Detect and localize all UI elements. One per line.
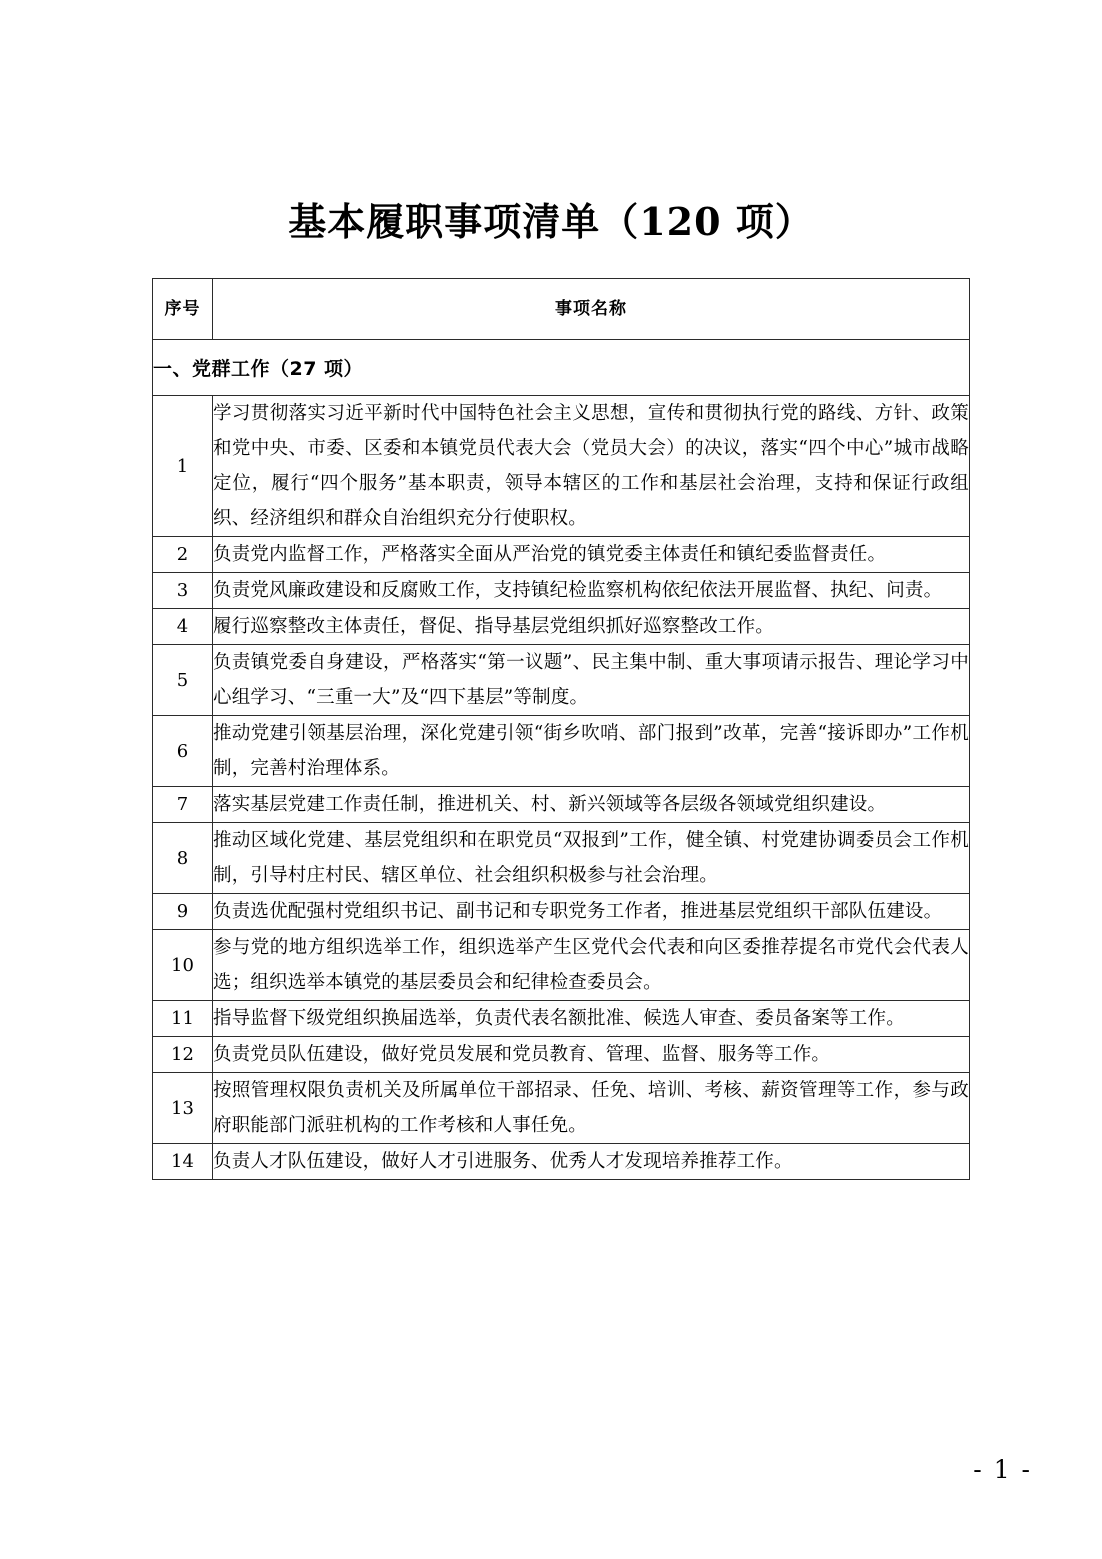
row-number: 10 [153, 930, 213, 1001]
row-item-text: 推动区域化党建、基层党组织和在职党员“双报到”工作，健全镇、村党建协调委员会工作机制，引导村庄村民、辖区单位、社会组织积极参与社会治理。 [213, 823, 970, 894]
section-heading: 一、党群工作（27 项） [153, 340, 970, 396]
row-number: 4 [153, 609, 213, 645]
table-row [153, 573, 970, 609]
column-header-name: 事项名称 [213, 279, 970, 340]
row-number: 5 [153, 645, 213, 716]
table-row [153, 894, 970, 930]
row-number: 6 [153, 716, 213, 787]
row-item-text: 负责党员队伍建设，做好党员发展和党员教育、管理、监督、服务等工作。 [213, 1037, 970, 1073]
row-item-text: 参与党的地方组织选举工作，组织选举产生区党代会代表和向区委推荐提名市党代会代表人选；组织选举本镇党的基层委员会和纪律检查委员会。 [213, 930, 970, 1001]
table-body [153, 279, 970, 1180]
row-number: 3 [153, 573, 213, 609]
column-header-number: 序号 [153, 279, 213, 340]
row-number: 7 [153, 787, 213, 823]
table-row [153, 1073, 970, 1144]
row-item-text: 负责镇党委自身建设，严格落实“第一议题”、民主集中制、重大事项请示报告、理论学习中心组学习、“三重一大”及“四下基层”等制度。 [213, 645, 970, 716]
table-row [153, 1037, 970, 1073]
row-item-text: 履行巡察整改主体责任，督促、指导基层党组织抓好巡察整改工作。 [213, 609, 970, 645]
row-item-text: 负责党风廉政建设和反腐败工作，支持镇纪检监察机构依纪依法开展监督、执纪、问责。 [213, 573, 970, 609]
table-row [153, 645, 970, 716]
row-item-text: 推动党建引领基层治理，深化党建引领“街乡吹哨、部门报到”改革，完善“接诉即办”工作机制，完善村治理体系。 [213, 716, 970, 787]
row-item-text: 学习贯彻落实习近平新时代中国特色社会主义思想，宣传和贯彻执行党的路线、方针、政策和党中央、市委、区委和本镇党员代表大会（党员大会）的决议，落实“四个中心”城市战略定位，履行“四个服务”基本职责，领导本辖区的工作和基层社会治理，支持和保证行政组织、经济组织和群众自治组织充分行使职权。 [213, 396, 970, 537]
row-number: 9 [153, 894, 213, 930]
table-row [153, 609, 970, 645]
table-row [153, 787, 970, 823]
row-item-text: 负责党内监督工作，严格落实全面从严治党的镇党委主体责任和镇纪委监督责任。 [213, 537, 970, 573]
table-row [153, 396, 970, 537]
table-row [153, 537, 970, 573]
row-number: 8 [153, 823, 213, 894]
table-row [153, 930, 970, 1001]
row-number: 13 [153, 1073, 213, 1144]
row-number: 14 [153, 1144, 213, 1180]
row-number: 11 [153, 1001, 213, 1037]
duty-items-table [152, 278, 970, 1180]
row-item-text: 按照管理权限负责机关及所属单位干部招录、任免、培训、考核、薪资管理等工作，参与政府职能部门派驻机构的工作考核和人事任免。 [213, 1073, 970, 1144]
page-number-footer: - 1 - [973, 1455, 1032, 1484]
row-number: 2 [153, 537, 213, 573]
page-title: 基本履职事项清单（120 项） [288, 199, 814, 244]
table-header-row [153, 279, 970, 340]
row-item-text: 指导监督下级党组织换届选举，负责代表名额批准、候选人审查、委员备案等工作。 [213, 1001, 970, 1037]
duty-items-table-container [152, 278, 969, 1180]
row-number: 12 [153, 1037, 213, 1073]
section-heading-row [153, 340, 970, 396]
table-row [153, 1001, 970, 1037]
table-row [153, 823, 970, 894]
row-item-text: 负责人才队伍建设，做好人才引进服务、优秀人才发现培养推荐工作。 [213, 1144, 970, 1180]
row-item-text: 落实基层党建工作责任制，推进机关、村、新兴领域等各层级各领域党组织建设。 [213, 787, 970, 823]
row-number: 1 [153, 396, 213, 537]
table-row [153, 1144, 970, 1180]
table-row [153, 716, 970, 787]
row-item-text: 负责选优配强村党组织书记、副书记和专职党务工作者，推进基层党组织干部队伍建设。 [213, 894, 970, 930]
